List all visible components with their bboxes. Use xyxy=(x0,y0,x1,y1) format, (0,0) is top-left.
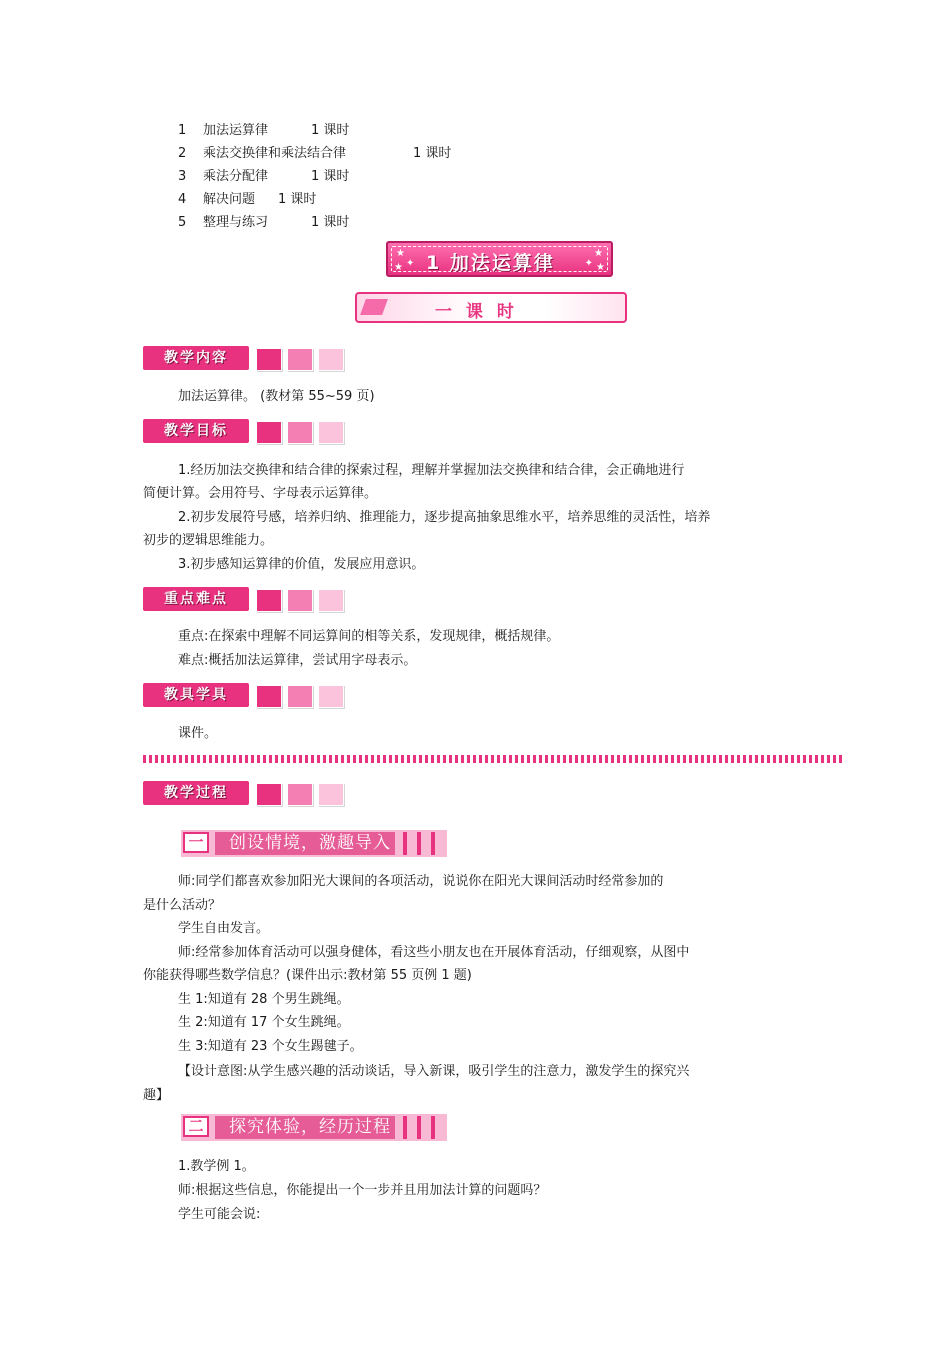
square-decoration xyxy=(256,348,282,371)
toc-title: 加法运算律 xyxy=(203,123,269,138)
bar-decoration xyxy=(431,1116,435,1139)
square-decoration xyxy=(287,589,313,612)
toc-hours: 1 课时 xyxy=(278,192,317,207)
dialogue-line: 你能获得哪些数学信息？(课件出示:教材第 55 页例 1 题) xyxy=(143,968,472,983)
square-decoration xyxy=(318,348,344,371)
star-icon: ✦ xyxy=(406,258,415,269)
goal-line: 3.初步感知运算律的价值，发展应用意识。 xyxy=(178,557,425,572)
dialogue-line: 学生自由发言。 xyxy=(178,921,270,936)
difficulty-text: 难点:概括加法运算律，尝试用字母表示。 xyxy=(178,653,417,668)
lesson-title: 1 加法运算律 xyxy=(426,252,555,274)
step-title: 创设情境，激趣导入 xyxy=(215,832,395,855)
toc-title: 解决问题 xyxy=(203,192,256,207)
dialogue-line: 生 2:知道有 17 个女生跳绳。 xyxy=(178,1015,350,1030)
star-icon: ★ xyxy=(594,248,603,259)
toc-item xyxy=(178,213,478,233)
section-label: 教学内容 xyxy=(143,346,249,370)
star-icon: ★ xyxy=(394,262,403,273)
tools-text: 课件。 xyxy=(178,726,218,741)
square-decoration xyxy=(256,685,282,708)
toc-hours: 1 课时 xyxy=(311,169,350,184)
star-icon: ★ xyxy=(396,248,405,259)
toc-number: 3 xyxy=(178,169,187,184)
toc-number: 2 xyxy=(178,146,187,161)
toc-title: 乘法分配律 xyxy=(203,169,269,184)
focus-text: 重点:在探索中理解不同运算间的相等关系，发现规律，概括规律。 xyxy=(178,629,560,644)
toc-number: 1 xyxy=(178,123,187,138)
step-header-2 xyxy=(181,1114,447,1141)
toc-item xyxy=(178,190,478,210)
design-intent-line: 趣】 xyxy=(143,1088,170,1103)
square-decoration xyxy=(318,589,344,612)
bar-decoration xyxy=(403,1116,407,1139)
toc-hours: 1 课时 xyxy=(311,123,350,138)
star-icon: ★ xyxy=(596,262,605,273)
toc-item xyxy=(178,144,498,164)
dialogue-line: 1.教学例 1。 xyxy=(178,1159,255,1174)
content-text: 加法运算律。 (教材第 55~59 页) xyxy=(178,389,375,404)
bar-decoration xyxy=(403,832,407,855)
bar-decoration xyxy=(431,832,435,855)
bar-decoration xyxy=(417,832,421,855)
toc-number: 5 xyxy=(178,215,187,230)
dialogue-line: 师:同学们都喜欢参加阳光大课间的各项活动，说说你在阳光大课间活动时经常参加的 xyxy=(178,874,664,889)
dialogue-line: 师:根据这些信息，你能提出一个一步并且用加法计算的问题吗？ xyxy=(178,1183,547,1198)
square-decoration xyxy=(287,685,313,708)
section-label: 重点难点 xyxy=(143,587,249,611)
toc-title: 乘法交换律和乘法结合律 xyxy=(203,146,347,161)
square-decoration xyxy=(318,421,344,444)
goal-line: 1.经历加法交换律和结合律的探索过程，理解并掌握加法交换律和结合律，会正确地进行 xyxy=(178,463,685,478)
dialogue-line: 生 1:知道有 28 个男生跳绳。 xyxy=(178,992,350,1007)
bar-decoration xyxy=(417,1116,421,1139)
period-banner xyxy=(355,292,627,323)
square-decoration xyxy=(287,783,313,806)
goal-line: 2.初步发展符号感，培养归纳、推理能力，逐步提高抽象思维水平，培养思维的灵活性，培养 xyxy=(178,510,711,525)
toc-title: 整理与练习 xyxy=(203,215,269,230)
square-decoration xyxy=(287,421,313,444)
square-decoration xyxy=(256,783,282,806)
dialogue-line: 生 3:知道有 23 个女生踢毽子。 xyxy=(178,1039,363,1054)
square-decoration xyxy=(256,589,282,612)
step-title: 探究体验，经历过程 xyxy=(215,1116,395,1139)
dialogue-line: 学生可能会说: xyxy=(178,1207,261,1222)
star-divider xyxy=(143,755,845,763)
square-decoration xyxy=(318,685,344,708)
toc-number: 4 xyxy=(178,192,187,207)
step-number: 二 xyxy=(183,1116,209,1137)
design-intent-line: 【设计意图:从学生感兴趣的活动谈话，导入新课，吸引学生的注意力，激发学生的探究兴 xyxy=(178,1064,690,1079)
ribbon-decoration xyxy=(360,299,388,315)
step-number: 一 xyxy=(183,832,209,853)
toc-item xyxy=(178,121,478,141)
section-label: 教具学具 xyxy=(143,683,249,707)
square-decoration xyxy=(318,783,344,806)
toc-item xyxy=(178,167,478,187)
dialogue-line: 是什么活动？ xyxy=(143,898,222,913)
star-icon: ✦ xyxy=(584,258,593,269)
dialogue-line: 师:经常参加体育活动可以强身健体，看这些小朋友也在开展体育活动，仔细观察，从图中 xyxy=(178,945,690,960)
goal-line: 简便计算。会用符号、字母表示运算律。 xyxy=(143,486,378,501)
goal-line: 初步的逻辑思维能力。 xyxy=(143,533,274,548)
square-decoration xyxy=(256,421,282,444)
toc-hours: 1 课时 xyxy=(311,215,350,230)
toc-hours: 1 课时 xyxy=(413,146,452,161)
section-label: 教学过程 xyxy=(143,781,249,805)
lesson-title-banner xyxy=(386,241,613,277)
square-decoration xyxy=(287,348,313,371)
step-header-1 xyxy=(181,830,447,857)
period-label: 一 课 时 xyxy=(435,302,518,322)
section-label: 教学目标 xyxy=(143,419,249,443)
